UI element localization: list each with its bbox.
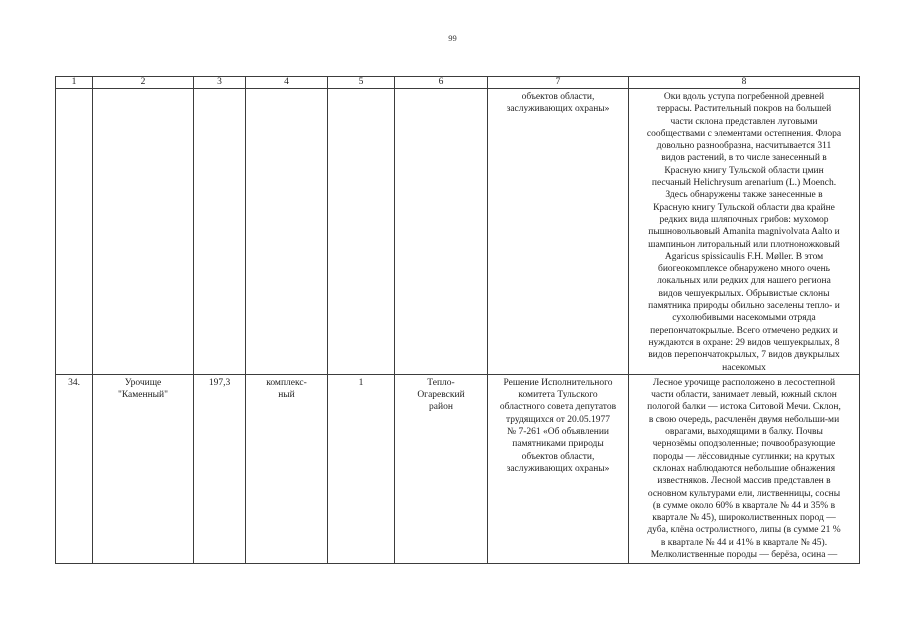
text-line: объектов области,	[521, 92, 595, 102]
cell-type	[246, 89, 328, 375]
table-row	[56, 89, 860, 375]
cell-number	[56, 89, 93, 375]
text-line: объектов области,	[521, 451, 595, 462]
text-line: насекомых	[722, 362, 766, 373]
text-line: Урочище	[124, 377, 162, 388]
page-number: 99	[448, 33, 457, 43]
text-line: Решение Исполнительного	[503, 377, 613, 388]
table-row	[56, 374, 860, 563]
text-line: редких вида шляпочных грибов: мухомор	[659, 214, 829, 225]
text-line: (в сумме около 60% в квартале № 44 и 35% в	[652, 500, 836, 511]
text-line: район	[429, 402, 453, 413]
text-line: комплекс-	[266, 377, 307, 388]
text-line: шампиньон литоральный или плотноножковый	[648, 239, 840, 250]
text-line: 197,3	[208, 377, 231, 388]
cell-district	[395, 374, 488, 563]
text-line: оврагами, выходящими в балку. Почвы	[665, 427, 823, 438]
cell-name	[93, 89, 194, 375]
text-line: в свою очередь, расчленён двумя небольши-ми	[648, 414, 840, 425]
column-number-header: 1	[56, 77, 93, 89]
cell-decision	[488, 89, 629, 375]
cell-type	[246, 374, 328, 563]
text-line: породы — лёссовидные суглинки; на крутых	[653, 451, 835, 462]
text-line: Здесь обнаружены также занесенные в	[665, 190, 823, 201]
text-line: Agaricus spissicaulis F.H. Møller. В этом	[664, 251, 824, 262]
column-number-header: 4	[246, 77, 328, 89]
column-number-header: 7	[488, 77, 629, 89]
text-line: части склона представлен луговыми	[670, 116, 818, 127]
text-line: 34.	[68, 377, 80, 388]
cell-area	[194, 89, 246, 375]
column-number-header: 8	[629, 77, 860, 89]
text-line: 1	[358, 377, 364, 388]
text-line: трудящихся от 20.05.1977	[506, 414, 610, 425]
text-line: памятника природы обильно заселены тепло- и	[648, 301, 840, 312]
cell-description	[629, 89, 860, 375]
cell-name	[93, 374, 194, 563]
text-line: Огаревский	[417, 390, 465, 401]
text-line: основном культурами ели, лиственницы, сосны	[647, 488, 841, 499]
text-line: заслуживающих охраны»	[506, 463, 610, 474]
text-line: пышновольвовый Amanita magnivolvata Aalto и	[648, 227, 840, 238]
text-line: нуждаются в охране: 29 видов чешуекрылых, 8	[648, 337, 840, 348]
cell-count	[328, 374, 395, 563]
cell-number	[56, 374, 93, 563]
data-table	[55, 76, 860, 564]
text-line: заслуживающих охраны»	[506, 104, 610, 115]
text-line: дуба, клёна остролистного, липы (в сумме 21 %	[647, 525, 841, 536]
text-line: сухолюбивыми насекомыми отряда	[672, 313, 816, 324]
text-line: Оки вдоль уступа погребенной древней	[663, 92, 825, 102]
text-line: видов растений, в то числе занесенный в	[661, 153, 827, 164]
text-line: видов чешуекрылых. Обрывистые склоны	[658, 288, 830, 299]
text-line: чернозёмы оподзоленные; почвообразующие	[652, 439, 836, 450]
text-line: квартале № 45), широколиственных пород —	[652, 513, 836, 524]
text-line: Лесное урочище расположено в лесостепной	[652, 377, 836, 388]
text-line: памятниками природы	[512, 439, 604, 450]
text-line: довольно разнообразна, насчитывается 311	[656, 141, 832, 152]
text-line: песчаный Helichrysum arenarium (L.) Moench.	[651, 178, 837, 189]
cell-district	[395, 89, 488, 375]
header-row	[56, 77, 860, 89]
column-number-header: 3	[194, 77, 246, 89]
text-line: перепончатокрылые. Всего отмечено редких и	[650, 325, 838, 336]
text-line: Красную книгу Тульской области цмин	[664, 165, 824, 176]
cell-description	[629, 374, 860, 563]
text-line: террасы. Растительный покров на большей	[656, 104, 832, 115]
text-line: видов перепончатокрылых, 7 видов двукрылых	[648, 350, 840, 361]
column-number-header: 6	[395, 77, 488, 89]
text-line: в квартале № 44 и 41% в квартале № 45).	[660, 537, 828, 548]
cell-area	[194, 374, 246, 563]
text-line: пологой балки — истока Ситовой Мечи. Склон,	[647, 402, 841, 413]
text-line: Тепло-	[427, 377, 455, 388]
text-line: Красную книгу Тульской области два крайне	[653, 202, 835, 213]
cell-count	[328, 89, 395, 375]
text-line: части области, занимает левый, южный склон	[651, 390, 837, 401]
text-line: биогеокомплексе обнаружено много очень	[657, 264, 830, 275]
text-line: № 7-261 «Об объявлении	[507, 427, 609, 438]
text-line: локальных или редких для нашего региона	[657, 276, 831, 287]
text-line: ный	[278, 390, 295, 401]
text-line: областного совета депутатов	[499, 402, 617, 413]
text-line: сообществами с элементами остепнения. Флора	[646, 128, 842, 139]
column-number-header: 2	[93, 77, 194, 89]
column-number-header: 5	[328, 77, 395, 89]
text-line: Мелколиственные породы — берёза, осина —	[650, 549, 838, 560]
text-line: "Каменный"	[117, 390, 169, 401]
text-line: комитета Тульского	[518, 390, 598, 401]
text-line: известняков. Лесной массив представлен в	[657, 476, 831, 487]
text-line: склонах наблюдаются небольшие обнажения	[652, 463, 836, 474]
cell-decision	[488, 374, 629, 563]
